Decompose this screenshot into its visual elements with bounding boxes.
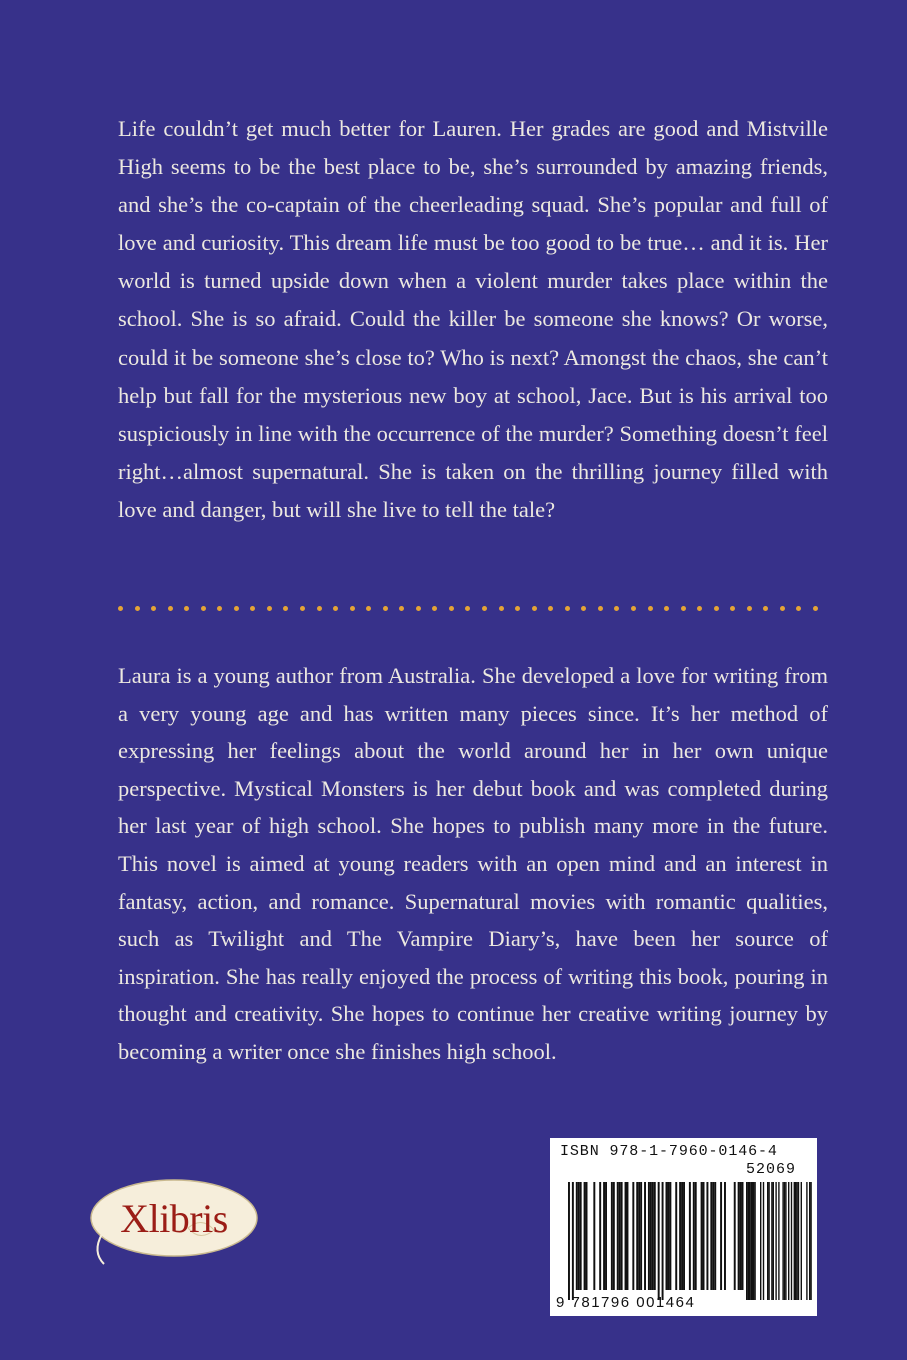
addon-bar (788, 1182, 789, 1300)
divider-dot (300, 606, 305, 611)
price-code: 52069 (746, 1161, 797, 1178)
divider-dot (780, 606, 785, 611)
addon-bar (806, 1182, 807, 1300)
divider-dot (648, 606, 653, 611)
addon-bar (782, 1182, 783, 1300)
addon-bar (753, 1182, 754, 1300)
addon-bar (760, 1182, 761, 1300)
divider-dot (614, 606, 619, 611)
divider-dot (250, 606, 255, 611)
divider-dot (350, 606, 355, 611)
divider-dot (482, 606, 487, 611)
addon-bar (801, 1182, 802, 1300)
divider-dot (317, 606, 322, 611)
addon-bar (754, 1182, 755, 1300)
divider-dot (763, 606, 768, 611)
addon-bar (763, 1182, 764, 1300)
divider-dot (449, 606, 454, 611)
divider-dot (383, 606, 388, 611)
author-bio: Laura is a young author from Australia. She developed a love for writing from a very young age and has written many pieces since. It’s her method of expressing her feelings about the world around her in her own unique perspective. Mystical Monsters is her debut book and was completed during her last year of high school. She hopes to publish many more in the future. This novel is aimed at young readers with an open mind and an interest in fantasy, action, and romance. Supernatural movies with romantic qualities, such as Twilight and The Vampire Diary’s, have been her source of inspiration. She has really enjoyed the process of writing this book, pouring in thought and creativity. She hopes to continue her creative writing journey by becoming a writer once she finishes high school. (118, 663, 828, 1064)
addon-bar (795, 1182, 796, 1300)
divider-dot (714, 606, 719, 611)
addon-bar (810, 1182, 811, 1300)
book-blurb: Life couldn’t get much better for Lauren. Her grades are good and Mistville High seems to be the best place to be, she’s surrounded by amazing friends, and she’s the co-captain of the cheerleading squad. She’s popular and full of love and curiosity. This dream life must be too good to be true… and it is. Her world is turned upside down when a violent murder takes place within the school. She is so afraid. Could the killer be someone she knows? Or worse, could it be someone she’s close to? Who is next? Amongst the chaos, she can’t help but fall for the mysterious new boy at school, Jace. But is his arrival too suspiciously in line with the occurrence of the murder? Something doesn’t feel right…almost supernatural. She is taken on the thrilling journey filled with love and danger, but will she live to tell the tale? (118, 116, 828, 522)
divider-dot (565, 606, 570, 611)
divider-dot (267, 606, 272, 611)
addon-bar (749, 1182, 750, 1300)
divider-dot (664, 606, 669, 611)
addon-bar (794, 1182, 795, 1300)
divider-dot (813, 606, 818, 611)
addon-bar (798, 1182, 799, 1300)
divider-dot (548, 606, 553, 611)
addon-bar (750, 1182, 751, 1300)
divider-dot (366, 606, 371, 611)
divider-dot (747, 606, 752, 611)
divider-dot (201, 606, 206, 611)
divider-dot (333, 606, 338, 611)
divider-dot (416, 606, 421, 611)
divider-dot (217, 606, 222, 611)
addon-bar (775, 1182, 776, 1300)
divider-dot (581, 606, 586, 611)
addon-bar (767, 1182, 768, 1300)
addon-bar (746, 1182, 747, 1300)
divider-dot (631, 606, 636, 611)
isbn-barcode (550, 1138, 817, 1316)
divider-dot (118, 606, 123, 611)
addon-bar (771, 1182, 772, 1300)
isbn-label: ISBN 978-1-7960-0146-4 (560, 1143, 778, 1160)
divider-dot (681, 606, 686, 611)
addon-bar (785, 1182, 786, 1300)
addon-bar (773, 1182, 774, 1300)
addon-bar (796, 1182, 797, 1300)
divider-dot (465, 606, 470, 611)
ean-digits: 9 781796 001464 (556, 1294, 696, 1311)
divider-dot (532, 606, 537, 611)
publisher-logo (88, 1176, 260, 1270)
divider-dot (135, 606, 140, 611)
addon-bar (791, 1182, 792, 1300)
divider-dot (697, 606, 702, 611)
dotted-divider (118, 604, 818, 612)
divider-dot (499, 606, 504, 611)
divider-dot (283, 606, 288, 611)
divider-dot (184, 606, 189, 611)
addon-bar (784, 1182, 785, 1300)
divider-dot (168, 606, 173, 611)
divider-dot (598, 606, 603, 611)
addon-bar (778, 1182, 779, 1300)
addon-bar (809, 1182, 810, 1300)
publisher-name: Xlibris (120, 1195, 228, 1241)
divider-dot (151, 606, 156, 611)
addon-bar (768, 1182, 769, 1300)
divider-dot (515, 606, 520, 611)
divider-dot (234, 606, 239, 611)
divider-dot (730, 606, 735, 611)
divider-dot (432, 606, 437, 611)
divider-dot (399, 606, 404, 611)
divider-dot (796, 606, 801, 611)
addon-barcode-bars (550, 1138, 817, 1316)
